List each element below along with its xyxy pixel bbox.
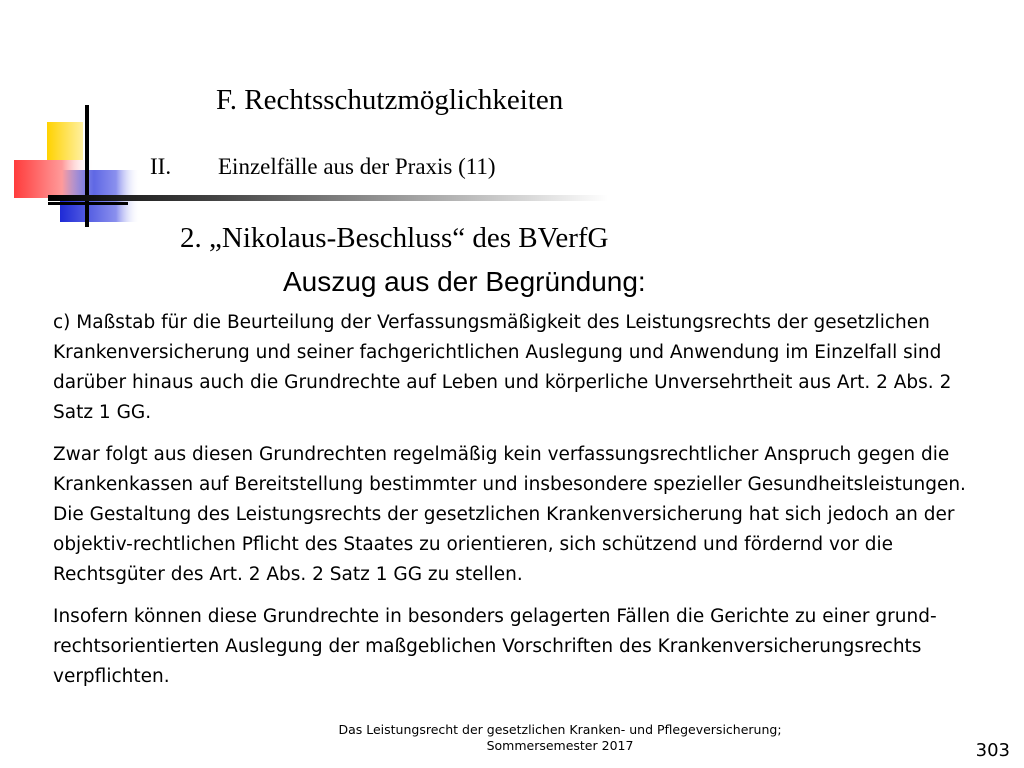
- slide-subtitle: [150, 154, 496, 180]
- paragraph-3: Insofern können diese Grundrechte in besonders gelagerten Fällen die Gerichte zu einer grund-rechtsorientierten Auslegung der maßgeblichen Vorschriften des Krankenversicherungsrechts verpflichten.: [53, 606, 937, 687]
- paragraph-2: Zwar folgt aus diesen Grundrechten regelmäßig kein verfassungsrechtlicher Anspruch gegen die Krankenkassen auf Bereitstellung bestimmter und insbesondere spezieller Gesundheitsleistungen. Die Gestaltung des Leistungsrechts der gesetzlichen Krankenversicherung hat sich jedoch an der objektiv-rechtlichen Pflicht des Staates zu orientieren, sich schützend und fördernd vor die Rechtsgüter des Art. 2 Abs. 2 Satz 1 GG zu stellen.: [53, 444, 966, 585]
- title-divider: [48, 195, 608, 201]
- section-heading: 2. „Nikolaus-Beschluss“ des BVerfG: [180, 222, 609, 254]
- subtitle-text: Einzelfälle aus der Praxis (11): [218, 154, 496, 179]
- body-text: [53, 308, 973, 704]
- subtitle-number: II.: [150, 154, 172, 179]
- footer-line-1: Das Leistungsrecht der gesetzlichen Kranken- und Pflegeversicherung;: [338, 722, 782, 737]
- paragraph-1: c) Maßstab für die Beurteilung der Verfassungsmäßigkeit des Leistungsrechts der gesetzlichen Krankenversicherung und seiner fachgerichtlichen Auslegung und Anwendung im Einzelfall sind darüber hinaus auch die Grundrechte auf Leben und körperliche Unversehrtheit aus Art. 2 Abs. 2 Satz 1 GG.: [53, 312, 952, 423]
- decorative-squares-logo: [0, 100, 160, 230]
- page-number: 303: [975, 740, 1010, 761]
- footer: [300, 722, 820, 754]
- slide-title: F. Rechtsschutzmöglichkeiten: [216, 84, 564, 116]
- section-subheading: Auszug aus der Begründung:: [283, 266, 646, 297]
- footer-line-2: Sommersemester 2017: [486, 738, 634, 753]
